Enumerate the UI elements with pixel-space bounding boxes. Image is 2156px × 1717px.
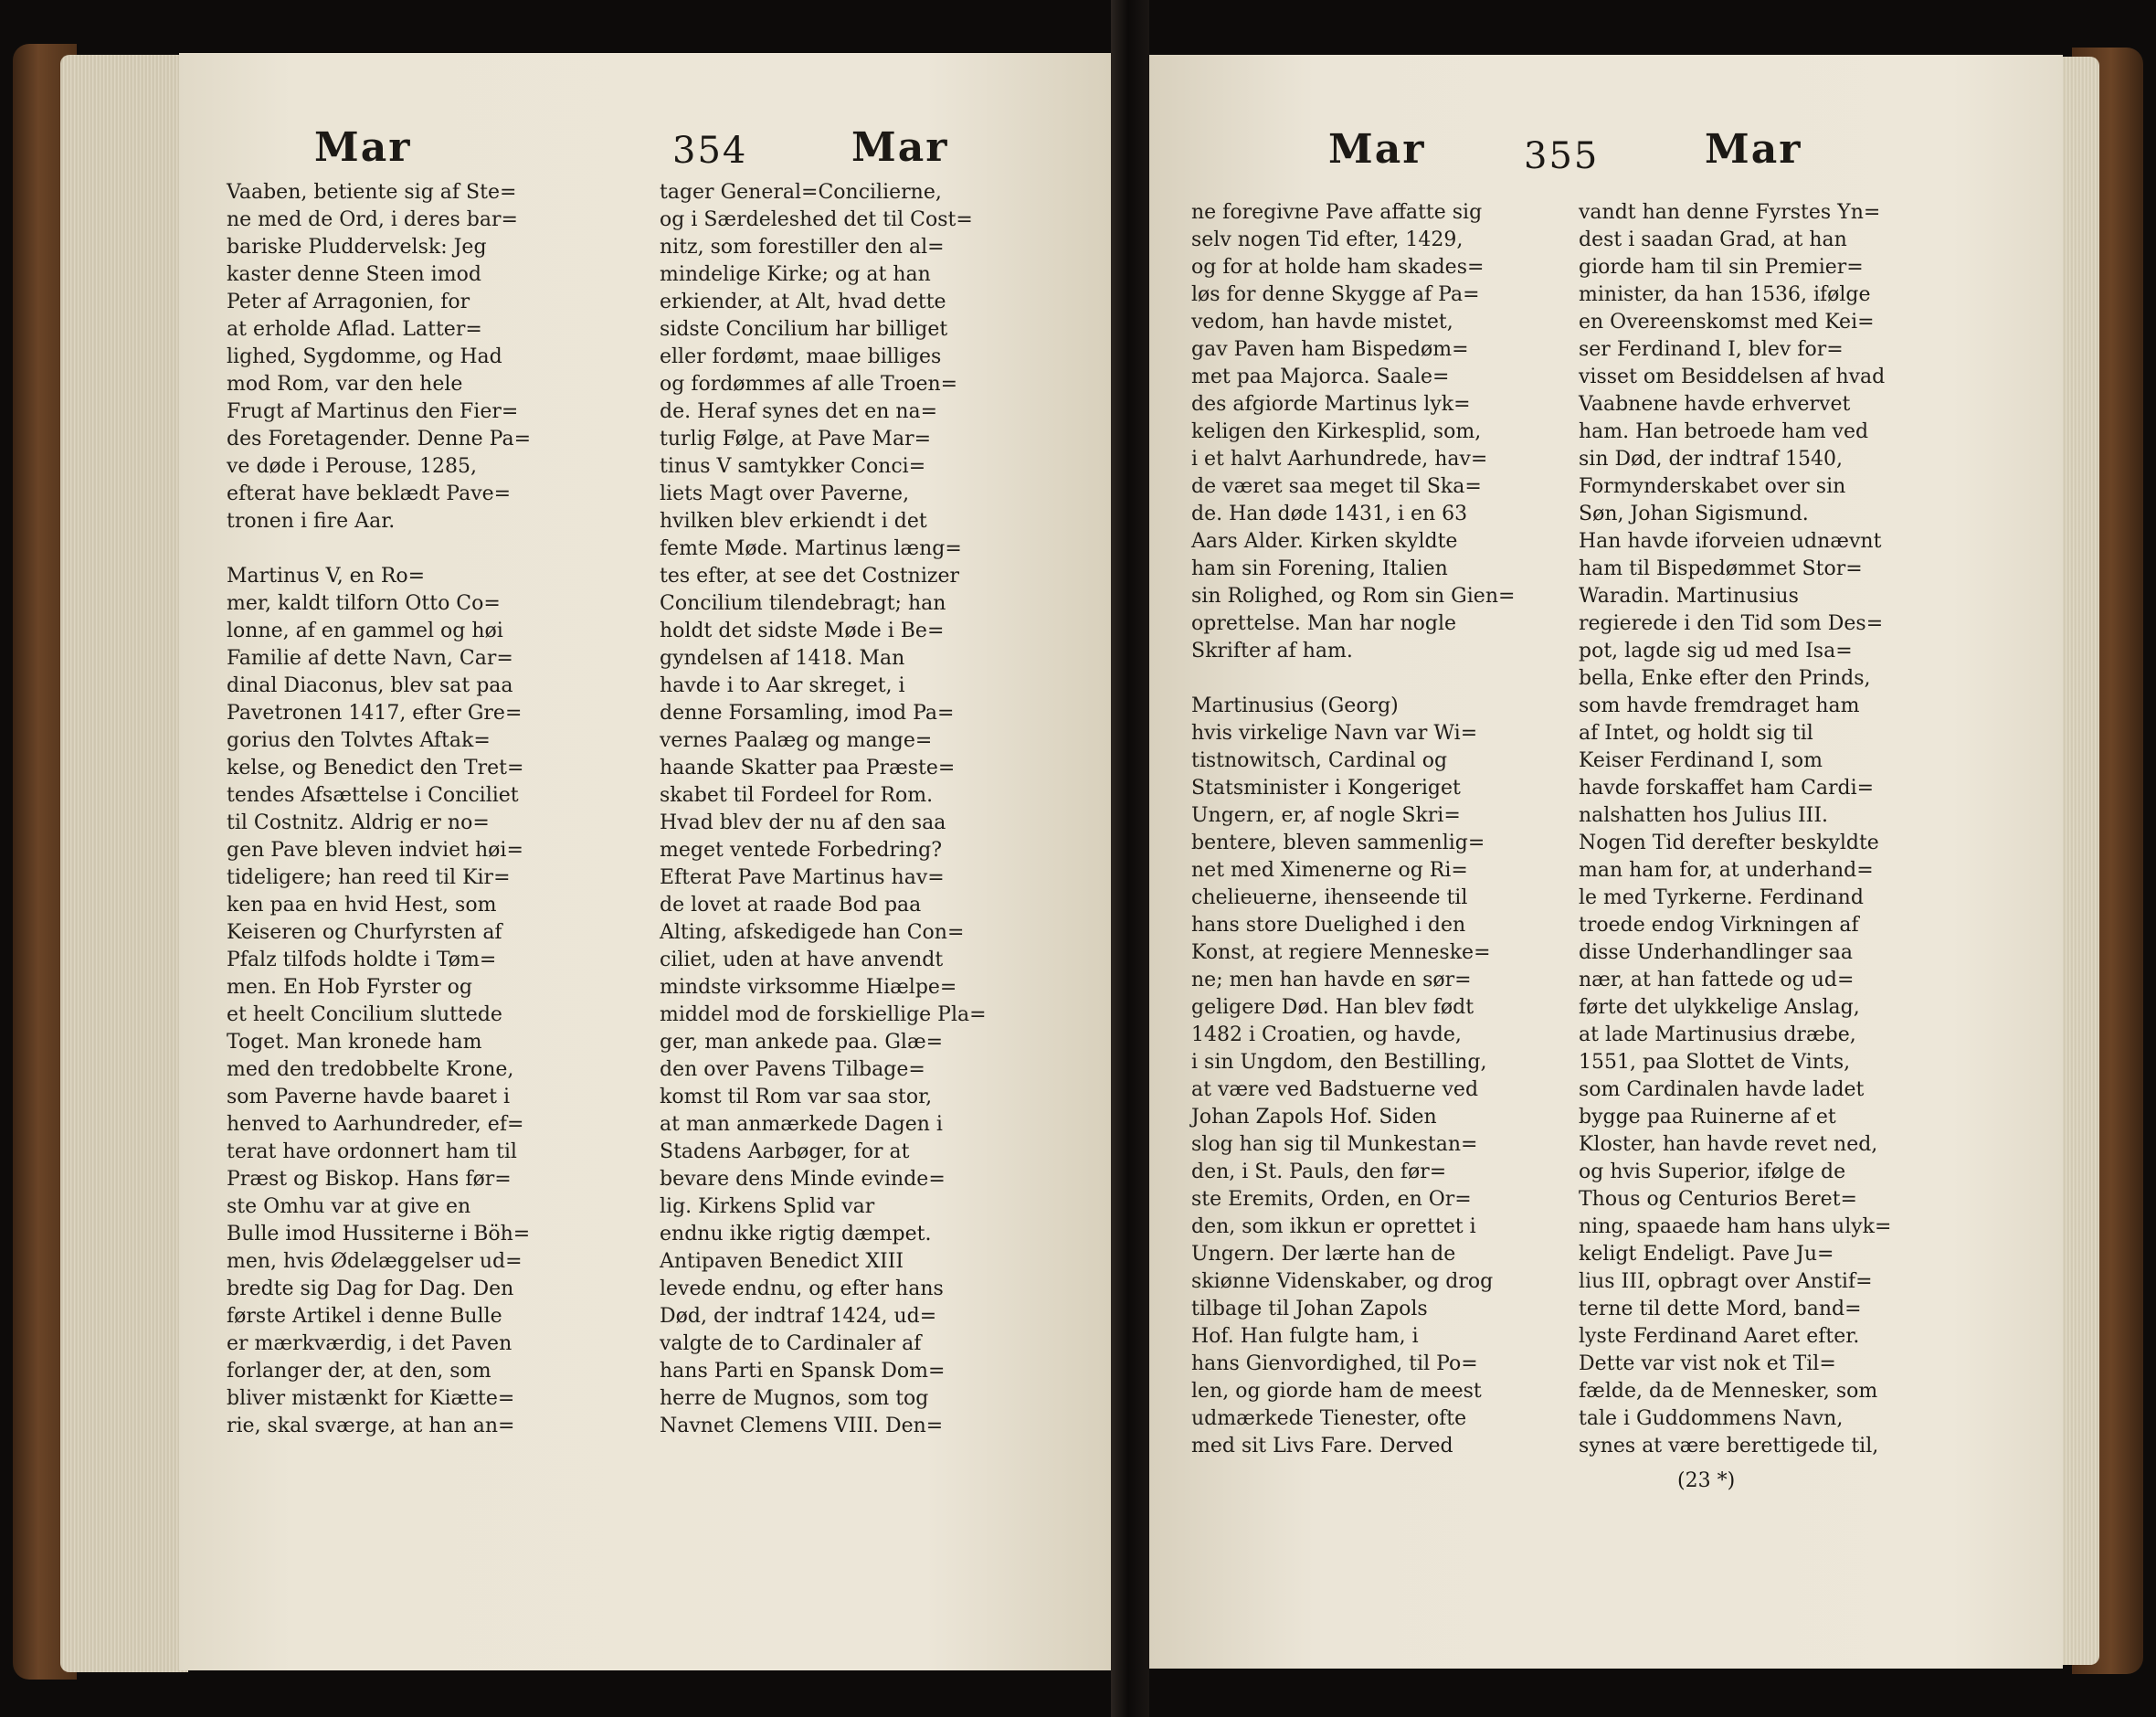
text-line: tistnowitsch, Cardinal og	[1191, 749, 1448, 772]
text-line: ne; men han havde en sør=	[1191, 969, 1472, 991]
text-line: levede endnu, og efter hans	[660, 1277, 944, 1300]
text-line: Keiser Ferdinand I, som	[1579, 749, 1823, 772]
left-head-word-right: Mar	[851, 124, 949, 171]
text-line: til Costnitz. Aldrig er no=	[227, 811, 490, 834]
text-line: i et halvt Aarhundrede, hav=	[1191, 448, 1488, 471]
text-line: af Intet, og holdt sig til	[1579, 722, 1813, 745]
text-line: Frugt af Martinus den Fier=	[227, 400, 519, 423]
text-line: havde forskaffet ham Cardi=	[1579, 777, 1875, 800]
text-line: Hvad blev der nu af den saa	[660, 811, 946, 834]
text-line: regierede i den Tid som Des=	[1579, 612, 1884, 635]
text-line: bariske Pluddervelsk: Jeg	[227, 236, 487, 259]
text-line: 1551, paa Slottet de Vints,	[1579, 1051, 1851, 1074]
text-line: dest i saadan Grad, at han	[1579, 228, 1847, 251]
text-line: des Foretagender. Denne Pa=	[227, 428, 532, 450]
text-line: turlig Følge, at Pave Mar=	[660, 428, 932, 450]
text-line: tilbage til Johan Zapols	[1191, 1298, 1428, 1320]
gutter	[1111, 0, 1149, 1717]
text-line: synes at være berettigede til,	[1579, 1435, 1879, 1457]
text-line: med den tredobbelte Krone,	[227, 1058, 514, 1081]
text-line: tale i Guddommens Navn,	[1579, 1407, 1844, 1430]
text-line: ne med de Ord, i deres bar=	[227, 208, 518, 231]
text-line: ham. Han betroede ham ved	[1579, 420, 1869, 443]
text-line: ve døde i Perouse, 1285,	[227, 455, 477, 478]
text-line: Keiseren og Churfyrsten af	[227, 921, 502, 944]
text-line: bella, Enke efter den Prinds,	[1579, 667, 1871, 690]
text-line: des afgiorde Martinus lyk=	[1191, 393, 1471, 416]
text-line: den over Pavens Tilbage=	[660, 1058, 925, 1081]
text-line: Alting, afskedigede han Con=	[660, 921, 965, 944]
text-line: lius III, opbragt over Anstif=	[1579, 1270, 1873, 1293]
text-line: mindelige Kirke; og at han	[660, 263, 931, 286]
text-line: Navnet Clemens VIII. Den=	[660, 1415, 944, 1437]
text-line: Dette var vist nok et Til=	[1579, 1352, 1836, 1375]
text-line: ken paa en hvid Hest, som	[227, 894, 497, 917]
text-line: sin Rolighed, og Rom sin Gien=	[1191, 585, 1516, 608]
right-page	[1149, 55, 2063, 1669]
text-line: ning, spaaede ham hans ulyk=	[1579, 1215, 1892, 1238]
text-line: mod Rom, var den hele	[227, 373, 463, 396]
text-line: lyste Ferdinand Aaret efter.	[1579, 1325, 1860, 1348]
text-line: meget ventede Forbedring?	[660, 839, 942, 862]
text-line: herre de Mugnos, som tog	[660, 1387, 929, 1410]
text-line: met paa Majorca. Saale=	[1191, 366, 1450, 388]
text-line: tronen i fire Aar.	[227, 510, 396, 533]
text-line: troede endog Virkningen af	[1579, 914, 1859, 937]
text-line: tager General=Concilierne,	[660, 181, 942, 204]
text-line: net med Ximenerne og Ri=	[1191, 859, 1468, 882]
text-line: Præst og Biskop. Hans før=	[227, 1168, 512, 1191]
right-page-column-2	[1579, 199, 1891, 1460]
text-line: tes efter, at see det Costnizer	[660, 565, 960, 588]
text-line: de været saa meget til Ska=	[1191, 475, 1482, 498]
text-line: rie, skal sværge, at han an=	[227, 1415, 515, 1437]
text-line: den, i St. Pauls, den før=	[1191, 1161, 1447, 1183]
text-line: sin Død, der indtraf 1540,	[1579, 448, 1843, 471]
text-line: mer, kaldt tilforn Otto Co=	[227, 592, 501, 615]
text-line: geligere Død. Han blev født	[1191, 996, 1474, 1019]
text-line: efterat have beklædt Pave=	[227, 482, 512, 505]
text-line: ste Omhu var at give en	[227, 1195, 471, 1218]
text-line: og fordømmes af alle Troen=	[660, 373, 958, 396]
text-line: gyndelsen af 1418. Man	[660, 647, 905, 670]
text-line: eller fordømt, maae billiges	[660, 345, 942, 368]
text-line	[1191, 665, 1515, 693]
text-line: de. Han døde 1431, i en 63	[1191, 503, 1468, 525]
text-line: ser Ferdinand I, blev for=	[1579, 338, 1844, 361]
right-head-word-right: Mar	[1705, 126, 1802, 173]
text-line: Toget. Man kronede ham	[227, 1031, 482, 1054]
text-line: forlanger der, at den, som	[227, 1360, 491, 1383]
text-line: mindste virksomme Hiælpe=	[660, 976, 957, 999]
text-line: ger, man ankede paa. Glæ=	[660, 1031, 944, 1054]
text-line: keligen den Kirkesplid, som,	[1191, 420, 1482, 443]
text-line: Hof. Han fulgte ham, i	[1191, 1325, 1419, 1348]
text-line: med sit Livs Fare. Derved	[1191, 1435, 1453, 1457]
text-line: bygge paa Ruinerne af et	[1579, 1106, 1836, 1129]
text-line: gav Paven ham Bispedøm=	[1191, 338, 1469, 361]
text-line: Konst, at regiere Menneske=	[1191, 941, 1491, 964]
left-page	[179, 53, 1111, 1670]
left-page-number: 354	[672, 130, 748, 172]
text-line: denne Forsamling, imod Pa=	[660, 702, 955, 725]
text-line: hvis virkelige Navn var Wi=	[1191, 722, 1478, 745]
right-head-word: Mar	[1328, 126, 1426, 173]
left-page-column-1	[227, 179, 531, 1440]
text-line: Antipaven Benedict XIII	[660, 1250, 904, 1273]
text-line: som havde fremdraget ham	[1579, 694, 1860, 717]
text-line: tideligere; han reed til Kir=	[227, 866, 511, 889]
text-line: minister, da han 1536, ifølge	[1579, 283, 1871, 306]
text-line: len, og giorde ham de meest	[1191, 1380, 1482, 1403]
text-line: den, som ikkun er oprettet i	[1191, 1215, 1476, 1238]
text-line: i sin Ungdom, den Bestilling,	[1191, 1051, 1487, 1074]
text-line: Skrifter af ham.	[1191, 640, 1353, 662]
text-line: sidste Concilium har billiget	[660, 318, 948, 341]
text-line: pot, lagde sig ud med Isa=	[1579, 640, 1853, 662]
text-line: endnu ikke rigtig dæmpet.	[660, 1223, 932, 1245]
text-line: udmærkede Tienester, ofte	[1191, 1407, 1467, 1430]
text-line: Stadens Aarbøger, for at	[660, 1140, 910, 1163]
text-line: femte Møde. Martinus læng=	[660, 537, 962, 560]
text-line: Søn, Johan Sigismund.	[1579, 503, 1809, 525]
text-line: vernes Paalæg og mange=	[660, 729, 933, 752]
text-line: komst til Rom var saa stor,	[660, 1086, 933, 1108]
text-line: havde i to Aar skreget, i	[660, 674, 905, 697]
text-line: første Artikel i denne Bulle	[227, 1305, 502, 1328]
text-line: ste Eremits, Orden, en Or=	[1191, 1188, 1472, 1211]
text-line: Kloster, han havde revet ned,	[1579, 1133, 1878, 1156]
text-line: bredte sig Dag for Dag. Den	[227, 1277, 514, 1300]
text-line: at man anmærkede Dagen i	[660, 1113, 943, 1136]
text-line: skiønne Videnskaber, og drog	[1191, 1270, 1494, 1293]
text-line: men, hvis Ødelæggelser ud=	[227, 1250, 523, 1273]
text-line: Martinus V, en Ro=	[227, 565, 426, 588]
text-line: oprettelse. Man har nogle	[1191, 612, 1457, 635]
text-line: hans store Duelighed i den	[1191, 914, 1466, 937]
text-line: valgte de to Cardinaler af	[660, 1332, 922, 1355]
text-line: Peter af Arragonien, for	[227, 291, 470, 313]
text-line: lonne, af en gammel og høi	[227, 620, 503, 642]
text-line: en Overeenskomst med Kei=	[1579, 311, 1875, 334]
text-line: gen Pave bleven indviet høi=	[227, 839, 523, 862]
text-line: giorde ham til sin Premier=	[1579, 256, 1864, 279]
left-head-word: Mar	[314, 124, 412, 171]
text-line: fælde, da de Mennesker, som	[1579, 1380, 1878, 1403]
text-line: disse Underhandlinger saa	[1579, 941, 1853, 964]
text-line: Johan Zapols Hof. Siden	[1191, 1106, 1437, 1129]
text-line: selv nogen Tid efter, 1429,	[1191, 228, 1464, 251]
text-line: Ungern, er, af nogle Skri=	[1191, 804, 1461, 827]
text-line: og i Særdeleshed det til Cost=	[660, 208, 973, 231]
text-line: kelse, og Benedict den Tret=	[227, 757, 524, 779]
text-line: hans Gienvordighed, til Po=	[1191, 1352, 1478, 1375]
right-page-column-1	[1191, 199, 1515, 1460]
text-line: løs for denne Skygge af Pa=	[1191, 283, 1480, 306]
text-line: man ham for, at underhand=	[1579, 859, 1874, 882]
text-line: de lovet at raade Bod paa	[660, 894, 922, 917]
text-line: som Paverne havde baaret i	[227, 1086, 510, 1108]
text-line: terne til dette Mord, band=	[1579, 1298, 1862, 1320]
text-line: tinus V samtykker Conci=	[660, 455, 926, 478]
left-page-edges	[60, 55, 188, 1672]
text-line: hvilken blev erkiendt i det	[660, 510, 927, 533]
text-line: 1482 i Croatien, og havde,	[1191, 1023, 1462, 1046]
text-line: vedom, han havde mistet,	[1191, 311, 1453, 334]
right-page-number: 355	[1524, 135, 1600, 177]
text-line: nalshatten hos Julius III.	[1579, 804, 1829, 827]
text-line: ne foregivne Pave affatte sig	[1191, 201, 1483, 224]
text-line: ciliet, uden at have anvendt	[660, 949, 944, 971]
text-line: Efterat Pave Martinus hav=	[660, 866, 945, 889]
text-line: Concilium tilendebragt; han	[660, 592, 946, 615]
left-page-column-2	[660, 179, 987, 1440]
text-line: Aars Alder. Kirken skyldte	[1191, 530, 1458, 553]
text-line: men. En Hob Fyrster og	[227, 976, 472, 999]
text-line: Vaaben, betiente sig af Ste=	[227, 181, 517, 204]
text-line: førte det ulykkelige Anslag,	[1579, 996, 1860, 1019]
text-line: ham til Bispedømmet Stor=	[1579, 557, 1863, 580]
text-line: Død, der indtraf 1424, ud=	[660, 1305, 937, 1328]
text-line: middel mod de forskiellige Pla=	[660, 1003, 987, 1026]
text-line: bentere, bleven sammenlig=	[1191, 832, 1485, 854]
text-line: vandt han denne Fyrstes Yn=	[1579, 201, 1881, 224]
text-line: keligt Endeligt. Pave Ju=	[1579, 1243, 1834, 1266]
text-line: de. Heraf synes det en na=	[660, 400, 938, 423]
text-line: nitz, som forestiller den al=	[660, 236, 945, 259]
text-line: lig. Kirkens Splid var	[660, 1195, 875, 1218]
text-line: gorius den Tolvtes Aftak=	[227, 729, 491, 752]
text-line: Han havde iforveien udnævnt	[1579, 530, 1882, 553]
signature-mark: (23 *)	[1677, 1469, 1736, 1492]
text-line: holdt det sidste Møde i Be=	[660, 620, 945, 642]
text-line: erkiender, at Alt, hvad dette	[660, 291, 946, 313]
text-line: Martinusius (Georg)	[1191, 694, 1399, 717]
text-line: at erholde Aflad. Latter=	[227, 318, 482, 341]
text-line: Formynderskabet over sin	[1579, 475, 1846, 498]
text-line: Vaabnene havde erhvervet	[1579, 393, 1851, 416]
text-line: kaster denne Steen imod	[227, 263, 481, 286]
text-line: liets Magt over Paverne,	[660, 482, 910, 505]
text-line: Pfalz tilfods holdte i Tøm=	[227, 949, 497, 971]
text-line: er mærkværdig, i det Paven	[227, 1332, 513, 1355]
text-line: lighed, Sygdomme, og Had	[227, 345, 502, 368]
text-line: Pavetronen 1417, efter Gre=	[227, 702, 523, 725]
text-line: le med Tyrkerne. Ferdinand	[1579, 886, 1864, 909]
text-line: tendes Afsættelse i Conciliet	[227, 784, 519, 807]
text-line: haande Skatter paa Præste=	[660, 757, 956, 779]
text-line: Ungern. Der lærte han de	[1191, 1243, 1456, 1266]
text-line: visset om Besiddelsen af hvad	[1579, 366, 1886, 388]
text-line: Nogen Tid derefter beskyldte	[1579, 832, 1879, 854]
text-line: slog han sig til Munkestan=	[1191, 1133, 1478, 1156]
text-line: som Cardinalen havde ladet	[1579, 1078, 1865, 1101]
text-line: chelieuerne, ihenseende til	[1191, 886, 1468, 909]
text-line: bliver mistænkt for Kiætte=	[227, 1387, 515, 1410]
text-line: henved to Aarhundreder, ef=	[227, 1113, 524, 1136]
text-line: og for at holde ham skades=	[1191, 256, 1485, 279]
text-line: at lade Martinusius dræbe,	[1579, 1023, 1856, 1046]
text-line	[227, 535, 531, 563]
text-line: at være ved Badstuerne ved	[1191, 1078, 1479, 1101]
text-line: skabet til Fordeel for Rom.	[660, 784, 934, 807]
text-line: Thous og Centurios Beret=	[1579, 1188, 1857, 1211]
text-line: nær, at han fattede og ud=	[1579, 969, 1855, 991]
text-line: Familie af dette Navn, Car=	[227, 647, 513, 670]
text-line: terat have ordonnert ham til	[227, 1140, 517, 1163]
text-line: et heelt Concilium sluttede	[227, 1003, 502, 1026]
text-line: hans Parti en Spansk Dom=	[660, 1360, 946, 1383]
text-line: dinal Diaconus, blev sat paa	[227, 674, 513, 697]
text-line: og hvis Superior, ifølge de	[1579, 1161, 1846, 1183]
text-line: Bulle imod Hussiterne i Böh=	[227, 1223, 531, 1245]
text-line: Statsminister i Kongeriget	[1191, 777, 1461, 800]
text-line: bevare dens Minde evinde=	[660, 1168, 946, 1191]
text-line: ham sin Forening, Italien	[1191, 557, 1448, 580]
text-line: Waradin. Martinusius	[1579, 585, 1799, 608]
